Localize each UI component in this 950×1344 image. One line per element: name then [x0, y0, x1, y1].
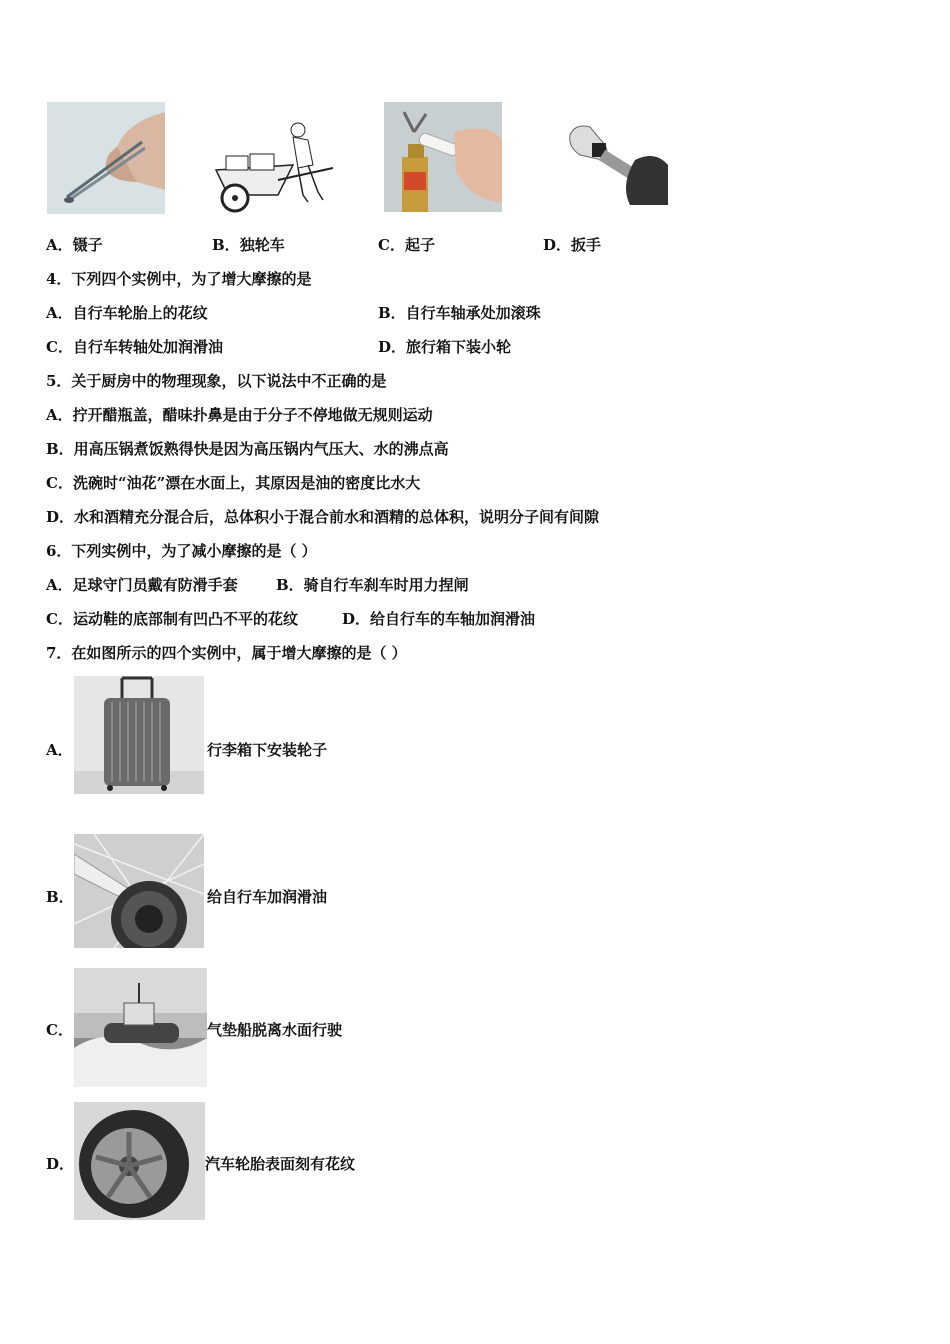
- wrench-image: [560, 115, 670, 210]
- q6-option-c: C．运动鞋的底部制有凹凸不平的花纹: [46, 610, 298, 628]
- q7-stem: 7．在如图所示的四个实例中，属于增大摩擦的是（ ）: [46, 644, 407, 662]
- q6-option-d: D．给自行车的车轴加润滑油: [342, 610, 536, 628]
- hovercraft-image: [74, 968, 207, 1087]
- q7-option-b-letter: B．: [46, 888, 74, 906]
- q4-option-b: B．自行车轴承处加滚珠: [378, 304, 541, 322]
- q7-option-d-caption: 汽车轮胎表面刻有花纹: [205, 1155, 356, 1173]
- top-label-a: A．镊子: [46, 236, 103, 254]
- bike-oil-image: [74, 834, 204, 948]
- tweezers-image: [47, 102, 165, 214]
- bottle-opener-image: [384, 102, 502, 212]
- q6-option-a: A．足球守门员戴有防滑手套: [46, 576, 238, 594]
- wheelbarrow-image: [208, 120, 340, 215]
- q5-option-a: A．拧开醋瓶盖，醋味扑鼻是由于分子不停地做无规则运动: [46, 406, 433, 424]
- tire-image: [74, 1102, 205, 1220]
- q7-option-a-letter: A．: [46, 741, 73, 759]
- q4-stem: 4．下列四个实例中，为了增大摩擦的是: [46, 270, 312, 288]
- q5-option-d: D．水和酒精充分混合后，总体积小于混合前水和酒精的总体积，说明分子间有间隙: [46, 508, 600, 526]
- q6-stem: 6．下列实例中，为了减小摩擦的是（ ）: [46, 542, 317, 560]
- q6-option-b: B．骑自行车刹车时用力捏闸: [276, 576, 469, 594]
- q5-option-c: C．洗碗时“油花”漂在水面上，其原因是油的密度比水大: [46, 474, 421, 492]
- q5-stem: 5．关于厨房中的物理现象，以下说法中不正确的是: [46, 372, 387, 390]
- q7-option-a-caption: 行李箱下安装轮子: [207, 741, 328, 759]
- q7-option-d-letter: D．: [46, 1155, 75, 1173]
- top-label-d: D．扳手: [543, 236, 602, 254]
- suitcase-image: [74, 676, 204, 794]
- top-label-b: B．独轮车: [212, 236, 285, 254]
- q4-option-c: C．自行车转轴处加润滑油: [46, 338, 223, 356]
- q4-option-d: D．旅行箱下装小轮: [378, 338, 512, 356]
- q7-option-b-caption: 给自行车加润滑油: [207, 888, 328, 906]
- q5-option-b: B．用高压锅煮饭熟得快是因为高压锅内气压大、水的沸点高: [46, 440, 449, 458]
- q7-option-c-letter: C．: [46, 1021, 73, 1039]
- q7-option-c-caption: 气垫船脱离水面行驶: [207, 1021, 343, 1039]
- top-label-c: C．起子: [378, 236, 435, 254]
- q4-option-a: A．自行车轮胎上的花纹: [46, 304, 208, 322]
